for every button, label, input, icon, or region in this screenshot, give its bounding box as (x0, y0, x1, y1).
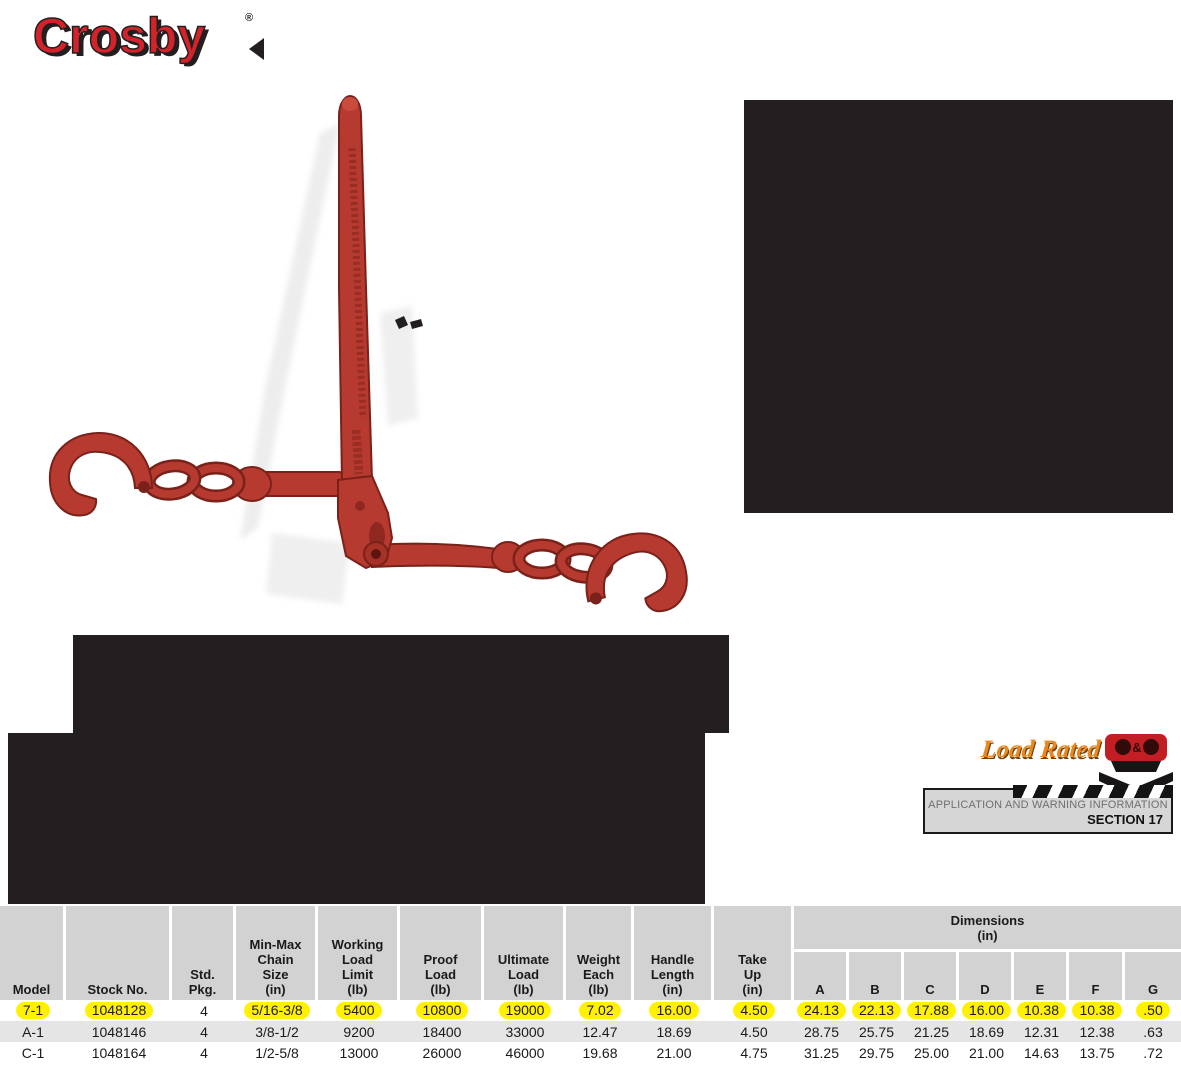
table-cell: 4 (200, 1044, 208, 1061)
table-cell (634, 1000, 714, 1021)
load-rated-badge: Load Rated (980, 736, 1102, 763)
registered-trademark-symbol: ® (245, 12, 254, 24)
handle-tip-highlight (342, 97, 358, 111)
crosby-logo-arrow (249, 38, 264, 60)
highlighted-value: 22.13 (852, 1002, 901, 1019)
table-cell: 26000 (422, 1044, 462, 1061)
dimension-header-cell: E (1014, 952, 1069, 1000)
dimension-header-cell: C (904, 952, 959, 1000)
table-cell: .63 (1125, 1021, 1181, 1042)
table-cell: 4 (200, 1002, 208, 1019)
table-cell (794, 1000, 849, 1021)
table-cell: 21.25 (904, 1021, 959, 1042)
redacted-block-middle-lower (8, 733, 705, 904)
table-cell: 1/2-5/8 (255, 1044, 299, 1061)
table-cell: 12.38 (1069, 1021, 1125, 1042)
table-cell (484, 1000, 566, 1021)
table-cell (1125, 1000, 1181, 1021)
highlighted-value: 5/16-3/8 (244, 1002, 309, 1019)
table-cell: 33000 (484, 1021, 566, 1042)
chain-binder-illustration (20, 88, 710, 628)
emblem-black-band (1111, 761, 1161, 772)
specifications-table (0, 906, 1181, 1063)
application-warning-box (923, 788, 1173, 834)
redacted-block-middle-upper (73, 635, 729, 733)
table-cell: 25.75 (849, 1021, 904, 1042)
header-cell: Stock No. (66, 906, 172, 1000)
table-cell: .72 (1143, 1044, 1163, 1061)
table-cell (904, 1000, 959, 1021)
body-hole (355, 501, 365, 511)
header-cell: Working Load Limit (lb) (318, 906, 400, 1000)
highlighted-value: 17.88 (907, 1002, 956, 1019)
right-grab-hook (575, 523, 694, 628)
highlighted-value: 7.02 (579, 1002, 620, 1019)
shadow-shape (266, 533, 350, 604)
table-cell: 29.75 (858, 1044, 895, 1061)
hazard-stripes (1013, 785, 1173, 798)
crosby-logo (33, 6, 273, 76)
dimensions-group-header: Dimensions (in) (794, 906, 1181, 952)
table-cell: 1048146 (66, 1021, 172, 1042)
dimension-header-cell: G (1125, 952, 1181, 1000)
table-cell (1014, 1000, 1069, 1021)
table-cell: 4.75 (740, 1044, 768, 1061)
table-cell: 18.69 (634, 1021, 714, 1042)
table-cell: 31.25 (803, 1044, 840, 1061)
table-cell: 12.47 (566, 1021, 634, 1042)
table-cell (959, 1000, 1014, 1021)
table-cell: 18.69 (959, 1021, 1014, 1042)
header-cell: Std. Pkg. (172, 906, 236, 1000)
highlighted-value: 16.00 (962, 1002, 1011, 1019)
table-cell: 25.00 (913, 1044, 950, 1061)
table-cell (1069, 1000, 1125, 1021)
header-cell: Take Up (in) (714, 906, 794, 1000)
pivot-bolt-center (371, 549, 381, 559)
table-cell: 46000 (505, 1044, 545, 1061)
dimension-header-cell: B (849, 952, 904, 1000)
highlighted-value: 24.13 (797, 1002, 846, 1019)
highlighted-value: 19000 (499, 1002, 552, 1019)
redacted-block-top-right (744, 100, 1173, 513)
dimension-header-cell: F (1069, 952, 1125, 1000)
header-cell: Weight Each (lb) (566, 906, 634, 1000)
table-cell: 13000 (339, 1044, 379, 1061)
table-cell: 9200 (318, 1021, 400, 1042)
highlighted-value: .50 (1136, 1002, 1169, 1019)
table-cell: 12.31 (1014, 1021, 1069, 1042)
warning-section-text: SECTION 17 (1087, 812, 1163, 827)
table-cell (236, 1000, 318, 1021)
highlighted-value: 10800 (416, 1002, 469, 1019)
header-cell: Handle Length (in) (634, 906, 714, 1000)
right-arm (372, 544, 498, 568)
table-cell: 21.00 (968, 1044, 1005, 1061)
highlighted-value: 10.38 (1072, 1002, 1121, 1019)
emblem-glyph (1115, 739, 1131, 755)
table-cell (0, 1000, 66, 1021)
dimension-header-cell: D (959, 952, 1014, 1000)
emblem-ampersand: & (1132, 740, 1142, 755)
table-cell: 1048164 (91, 1044, 147, 1061)
header-cell: Proof Load (lb) (400, 906, 484, 1000)
table-cell (66, 1000, 172, 1021)
table-cell (566, 1000, 634, 1021)
left-grab-hook (50, 433, 152, 515)
table-cell: C-1 (21, 1044, 45, 1061)
table-cell: 28.75 (794, 1021, 849, 1042)
highlighted-value: 16.00 (649, 1002, 698, 1019)
table-cell: 13.75 (1079, 1044, 1115, 1061)
table-cell: A-1 (0, 1021, 66, 1042)
highlighted-value: 1048128 (85, 1002, 154, 1019)
highlighted-value: 4.50 (733, 1002, 774, 1019)
header-cell: Min-Max Chain Size (in) (236, 906, 318, 1000)
table-cell: 19.68 (582, 1044, 618, 1061)
highlighted-value: 7-1 (16, 1002, 50, 1019)
header-cell: Ultimate Load (lb) (484, 906, 566, 1000)
crosby-logo-text: Crosby (33, 8, 206, 64)
table-cell (318, 1000, 400, 1021)
warning-info-text: APPLICATION AND WARNING INFORMATION (928, 799, 1168, 811)
header-cell: Model (0, 906, 66, 1000)
hook-eye (138, 481, 150, 493)
binder-body-group (50, 96, 694, 628)
dimension-header-cell: A (794, 952, 849, 1000)
table-cell: 21.00 (656, 1044, 692, 1061)
table-cell (400, 1000, 484, 1021)
table-cell: 18400 (400, 1021, 484, 1042)
table-cell: 4.50 (714, 1021, 794, 1042)
table-cell (849, 1000, 904, 1021)
table-cell: 14.63 (1023, 1044, 1060, 1061)
highlighted-value: 10.38 (1017, 1002, 1066, 1019)
emblem-glyph (1143, 739, 1159, 755)
highlighted-value: 5400 (336, 1002, 381, 1019)
table-cell: 3/8-1/2 (236, 1021, 318, 1042)
table-cell (714, 1000, 794, 1021)
table-cell: 4 (172, 1021, 236, 1042)
